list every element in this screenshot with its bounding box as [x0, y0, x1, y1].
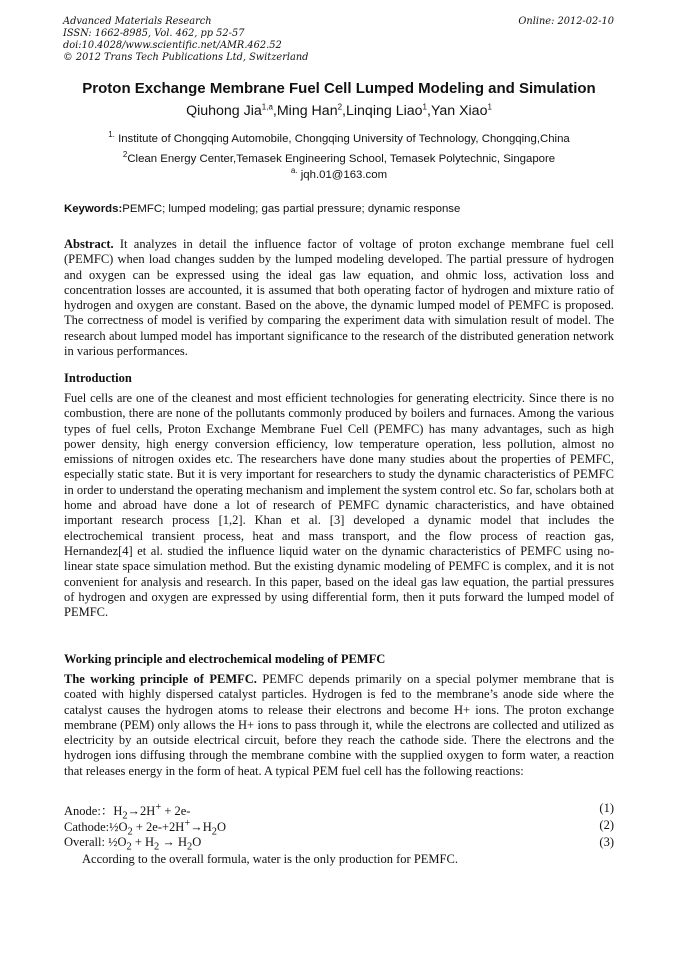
journal-issn: ISSN: 1662-8985, Vol. 462, pp 52-57	[63, 28, 245, 39]
working-principle-text: PEMFC depends primarily on a special polymer membrane that is coated with highly dispersed catalyst particles. Hydrogen is fed to the membrane’s anode side where the catalyst causes the hydrogen atoms to release their electrons and become H+ ions. The proton exchange membrane (PEM) only allows the H+ ions to pass through it, while the electrons are collected and utilized as electricity by an outside electrical circuit, before they reach the cathode side. There the electrons and the hydrogen ions diffusing through the membrane combine with the supplied oxygen to form water, a reaction that releases energy in the form of heat. A typical PEM fuel cell has the following reactions:	[64, 672, 614, 778]
author-name: Linqing Liao	[346, 103, 423, 119]
author-name: Ming Han	[276, 103, 338, 119]
journal-doi[interactable]: doi:10.4028/www.scientific.net/AMR.462.52	[63, 40, 282, 51]
equation-label: Cathode:	[64, 820, 110, 835]
keywords	[64, 203, 624, 215]
email-link[interactable]: jqh.01@163.com	[300, 169, 388, 181]
equation-number: (2)	[599, 818, 614, 832]
keywords-label: Keywords:	[64, 203, 123, 215]
author-name: Yan Xiao	[430, 103, 488, 119]
affiliation-email	[20, 166, 658, 181]
author-sup: 1,a	[261, 102, 273, 112]
equation-label: Anode:	[64, 804, 101, 818]
equation-overall	[64, 835, 614, 853]
paper-title: Proton Exchange Membrane Fuel Cell Lumped Modeling and Simulation	[82, 80, 596, 97]
equation-formula: Anode:：$H_2\to 2H^+ + 2e-$	[64, 801, 191, 822]
author-sup: 1	[422, 102, 427, 112]
affiliation-2	[20, 150, 658, 165]
affiliation-sup: a.	[290, 166, 298, 176]
affiliation-1	[20, 130, 658, 145]
online-date: Online: 2012-02-10	[518, 16, 614, 27]
keywords-text: PEMFC; lumped modeling; gas partial pressure; dynamic response	[122, 203, 461, 215]
affiliation-sup: 2	[122, 150, 128, 160]
section-heading-working-principle: Working principle and electrochemical modeling of PEMFC	[64, 652, 386, 666]
author-sup: 2	[337, 102, 343, 112]
conclusion-sentence: According to the overall formula, water is the only production for PEMFC.	[82, 852, 458, 866]
author-sup: 1	[487, 102, 492, 112]
equation-cathode	[64, 818, 614, 838]
equation-label: Overall:	[64, 835, 105, 849]
equation-formula: $Cathode:\frac{1}{2}O_2 + 2e-+2H^+\to H_2O$	[64, 818, 226, 838]
affiliation-text: Clean Energy Center,Temasek Engineering School, Temasek Polytechnic, Singapore	[127, 153, 556, 165]
abstract-paragraph	[64, 237, 614, 359]
abstract-label: Abstract.	[64, 237, 114, 251]
section-heading-introduction: Introduction	[64, 371, 132, 385]
affiliation-text: Institute of Chongqing Automobile, Chongqing University of Technology, Chongqing,China	[118, 133, 570, 145]
author-list: Qiuhong Jia$^{1,a}$,Ming Han$^2$,Linqing Liao$^1$,Yan Xiao$^1$	[186, 102, 492, 119]
journal-copyright: © 2012 Trans Tech Publications Ltd, Switzerland	[63, 52, 309, 63]
working-principle-label: The working principle of PEMFC.	[64, 672, 257, 686]
working-principle-paragraph	[64, 672, 614, 779]
affiliation-sup: 1.	[108, 130, 115, 140]
equation-formula: Overall: $\frac{1}{2}O_2 + H_2 \to H_2O$	[64, 835, 202, 853]
author-name: Qiuhong Jia	[186, 103, 262, 119]
equation-number: (3)	[599, 835, 614, 849]
journal-name: Advanced Materials Research	[63, 16, 212, 27]
journal-header	[63, 16, 308, 64]
introduction-paragraph: Fuel cells are one of the cleanest and most efficient technologies for generating electricity. Since there is no combustion, there are none of the pollutants commonly produced by boilers and furnaces. Among the various types of fuel cells, Proton Exchange Membrane Fuel Cell (PEMFC) has many advantages, such as high power density, high energy conversion efficiency, low temperature operation, less pollution, almost no emissions of nitrogen oxides etc. The researchers have done many studies about the properties of PEMFC, especially static state. But it is very important for researchers to study the dynamic characteristics of PEMFC in order to understand the operating mechanism and implement the system control etc. So far, scholars both at home and abroad have done a lot of research of PEMFC dynamic characteristics, and have obtained important research process [1,2]. Khan et al. [3] developed a dynamic model that includes the electrochemical transient process, heat and mass transport, and the flow process of reaction gas, Hernandez[4] et al. studied the influence liquid water on the dynamic characteristics of PEMFC using no-linear state space simulation method. But the existing dynamic modeling of PEMFC is complex, and it is not convenient for analysis and research. In this paper, based on the ideal gas law equation, the partial pressures of hydrogen and oxygen are expressed by using differential form, then it puts forward the lumped model of PEMFC.	[64, 391, 614, 620]
equation-number: (1)	[599, 801, 614, 815]
equation-anode	[64, 801, 614, 822]
abstract-text: It analyzes in detail the influence factor of voltage of proton exchange membrane fuel cell (PEMFC) when load changes sudden by the lumped modeling developed. The partial pressure of hydrogen and oxygen can be expressed using the ideal gas law equation, and ohmic loss, activation loss and concentration losses are accounted, it is assumed that both operating factor of hydrogen and mixture ratio of hydrogen and oxygen are constant. Based on the above, the dynamic lumped model of PEMFC is proposed. The correctness of model is verified by comparing the experiment data with simulation result of model. The research about lumped model has important significance to the research of the distributed generation network in various performances.	[64, 237, 615, 359]
